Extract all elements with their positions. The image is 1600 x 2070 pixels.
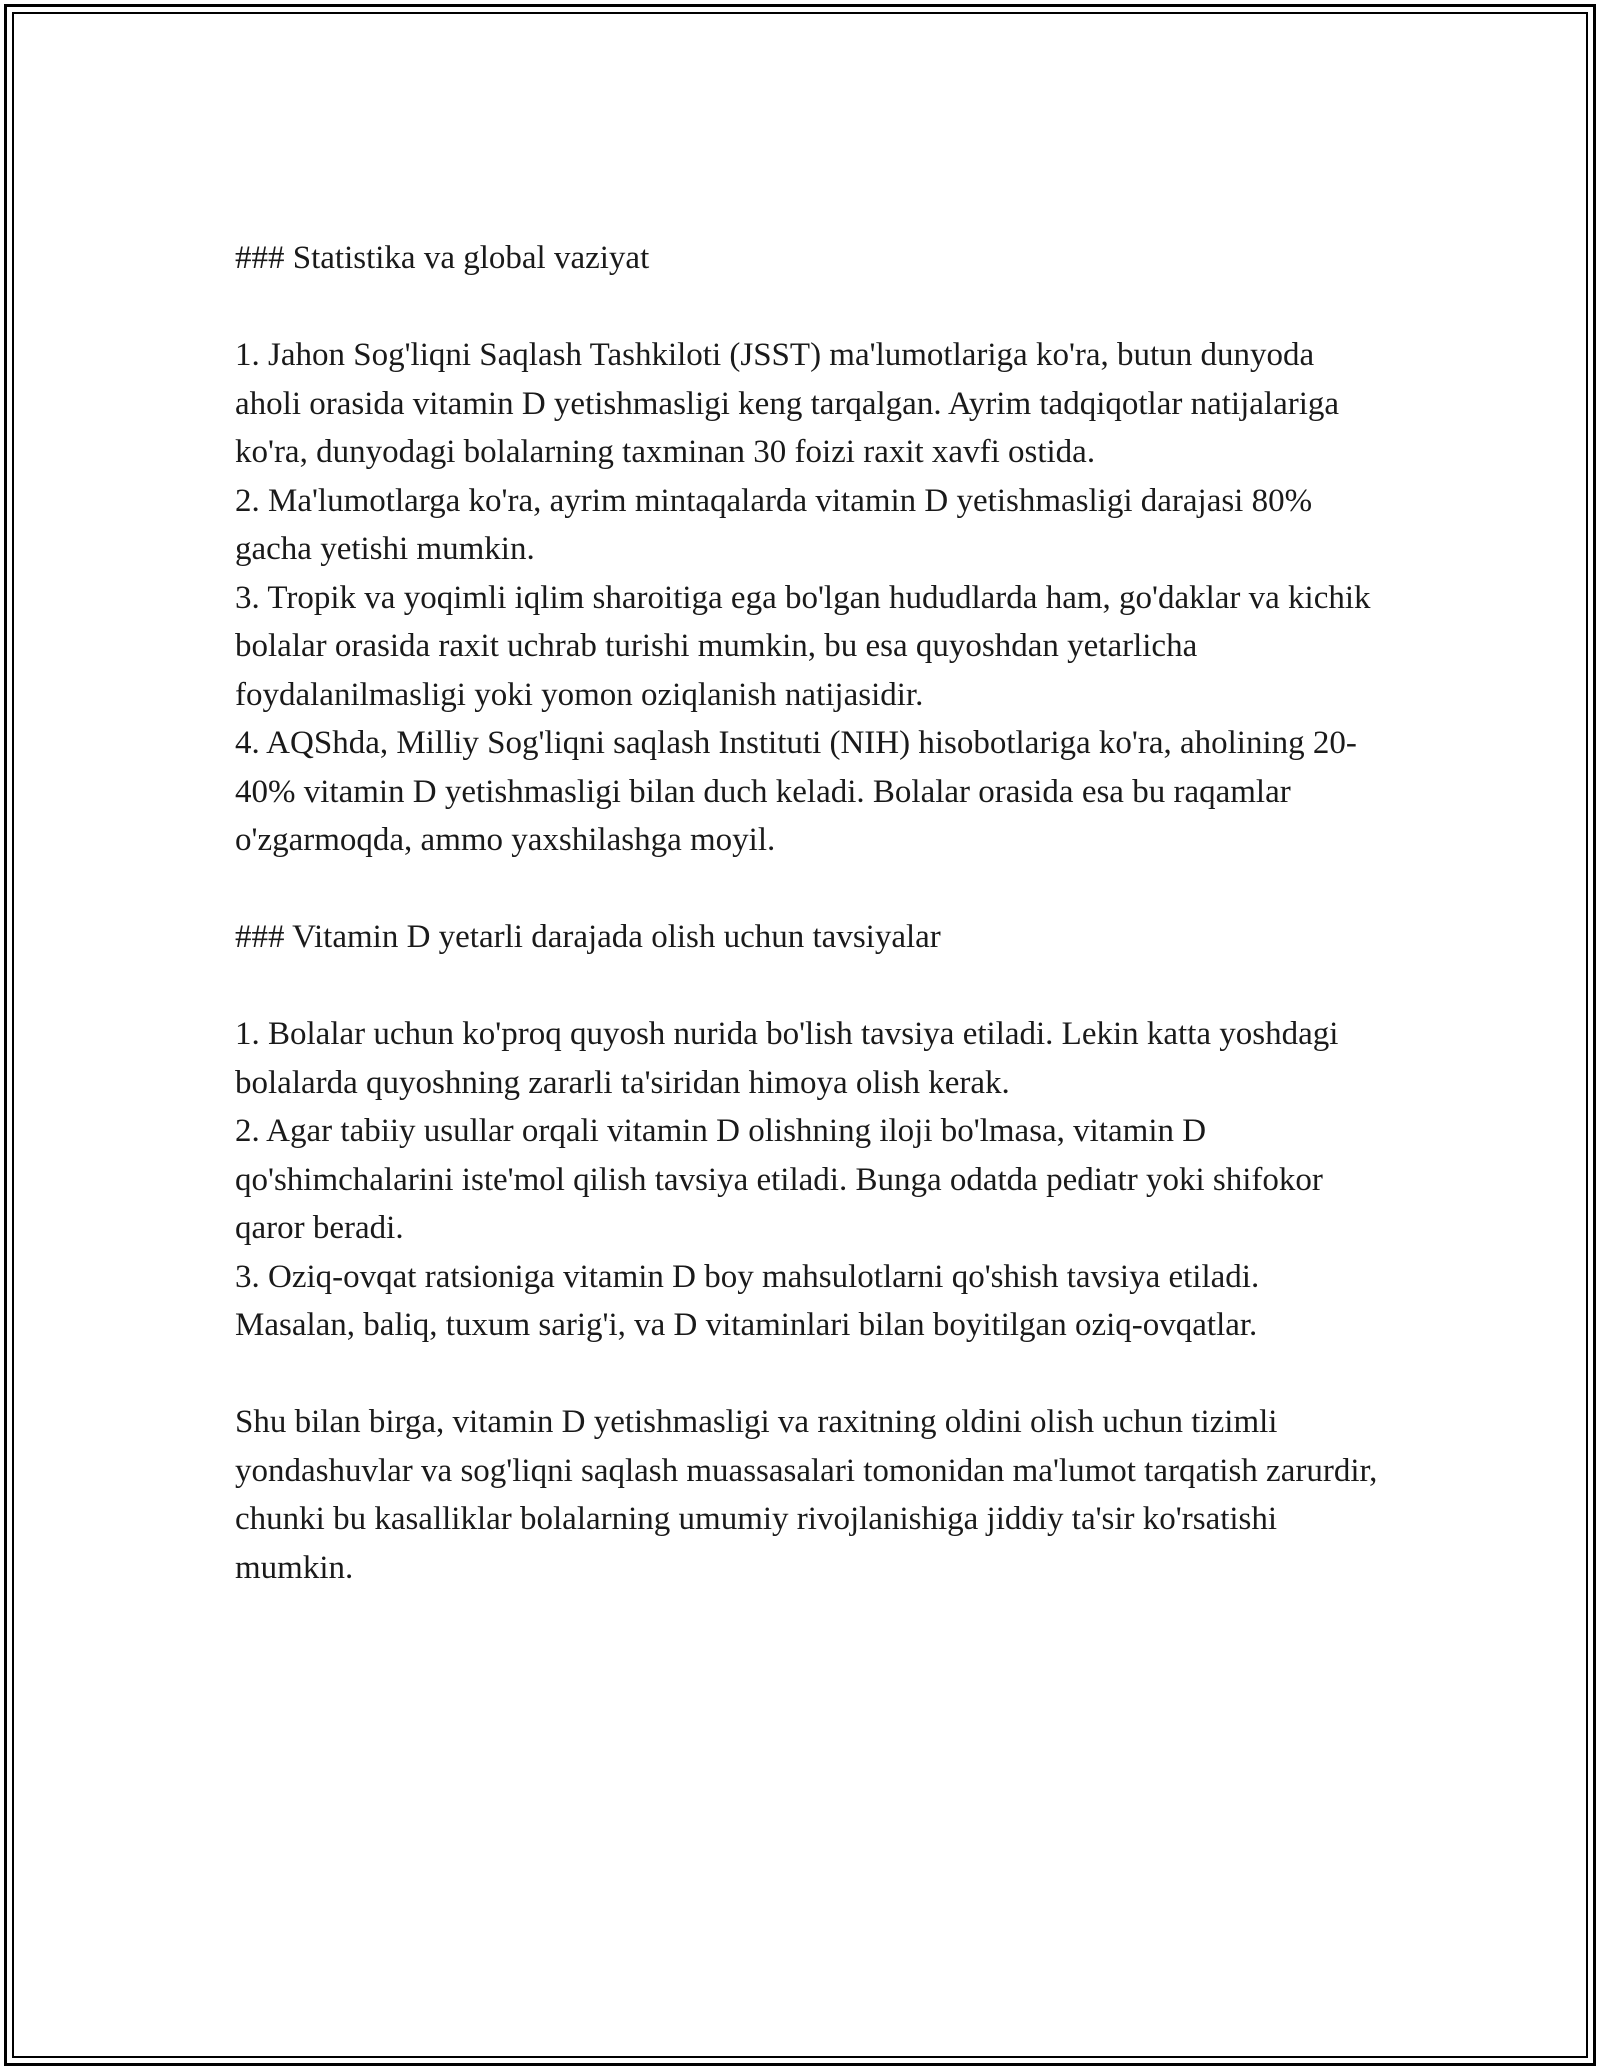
spacer — [235, 962, 1385, 1011]
list-item: 2. Agar tabiiy usullar orqali vitamin D olishning iloji bo'lmasa, vitamin D qo'shimchalarini iste'mol qilish tavsiya etiladi. Bunga odatda pediatr yoki shifokor qaror beradi. — [235, 1113, 1323, 1246]
statistics-list — [235, 331, 1385, 865]
list-item: 1. Bolalar uchun ko'proq quyosh nurida bo'lish tavsiya etiladi. Lekin katta yoshdagi bolalarda quyoshning zararli ta'siridan himoya olish kerak. — [235, 1016, 1339, 1101]
spacer — [235, 1350, 1385, 1399]
section-heading-statistics: ### Statistika va global vaziyat — [235, 240, 650, 276]
recommendations-list — [235, 1010, 1385, 1350]
list-item: 2. Ma'lumotlarga ko'ra, ayrim mintaqalarda vitamin D yetishmasligi darajasi 80% gacha yetishi mumkin. — [235, 482, 1313, 567]
spacer — [235, 283, 1385, 332]
section-heading-recommendations: ### Vitamin D yetarli darajada olish uchun tavsiyalar — [235, 919, 941, 955]
list-item: 3. Tropik va yoqimli iqlim sharoitiga ega bo'lgan hududlarda ham, go'daklar va kichik bolalar orasida raxit uchrab turishi mumkin, bu esa quyoshdan yetarlicha foydalanilmasligi yoki yomon oziqlanish natijasidir. — [235, 579, 1371, 713]
conclusion-paragraph: Shu bilan birga, vitamin D yetishmasligi va raxitning oldini olish uchun tizimli yondashuvlar va sog'liqni saqlash muassasalari tomonidan ma'lumot tarqatish zarurdir, chunki bu kasalliklar bolalarning umumiy rivojlanishiga jiddiy ta'sir ko'rsatishi mumkin. — [235, 1404, 1378, 1586]
list-item: 1. Jahon Sog'liqni Saqlash Tashkiloti (JSST) ma'lumotlariga ko'ra, butun dunyoda aholi orasida vitamin D yetishmasligi keng tarqalgan. Ayrim tadqiqotlar natijalariga ko'ra, dunyodagi bolalarning taxminan 30 foizi raxit xavfi ostida. — [235, 337, 1340, 470]
document-body — [235, 234, 1385, 1592]
list-item: 3. Oziq-ovqat ratsioniga vitamin D boy mahsulotlarni qo'shish tavsiya etiladi. Masalan, baliq, tuxum sarig'i, va D vitaminlari bilan boyitilgan oziq-ovqatlar. — [235, 1258, 1260, 1343]
spacer — [235, 865, 1385, 914]
list-item: 4. AQShda, Milliy Sog'liqni saqlash Instituti (NIH) hisobotlariga ko'ra, aholining 20-40% vitamin D yetishmasligi bilan duch keladi. Bolalar orasida esa bu raqamlar o'zgarmoqda, ammo yaxshilashga moyil. — [235, 725, 1357, 858]
